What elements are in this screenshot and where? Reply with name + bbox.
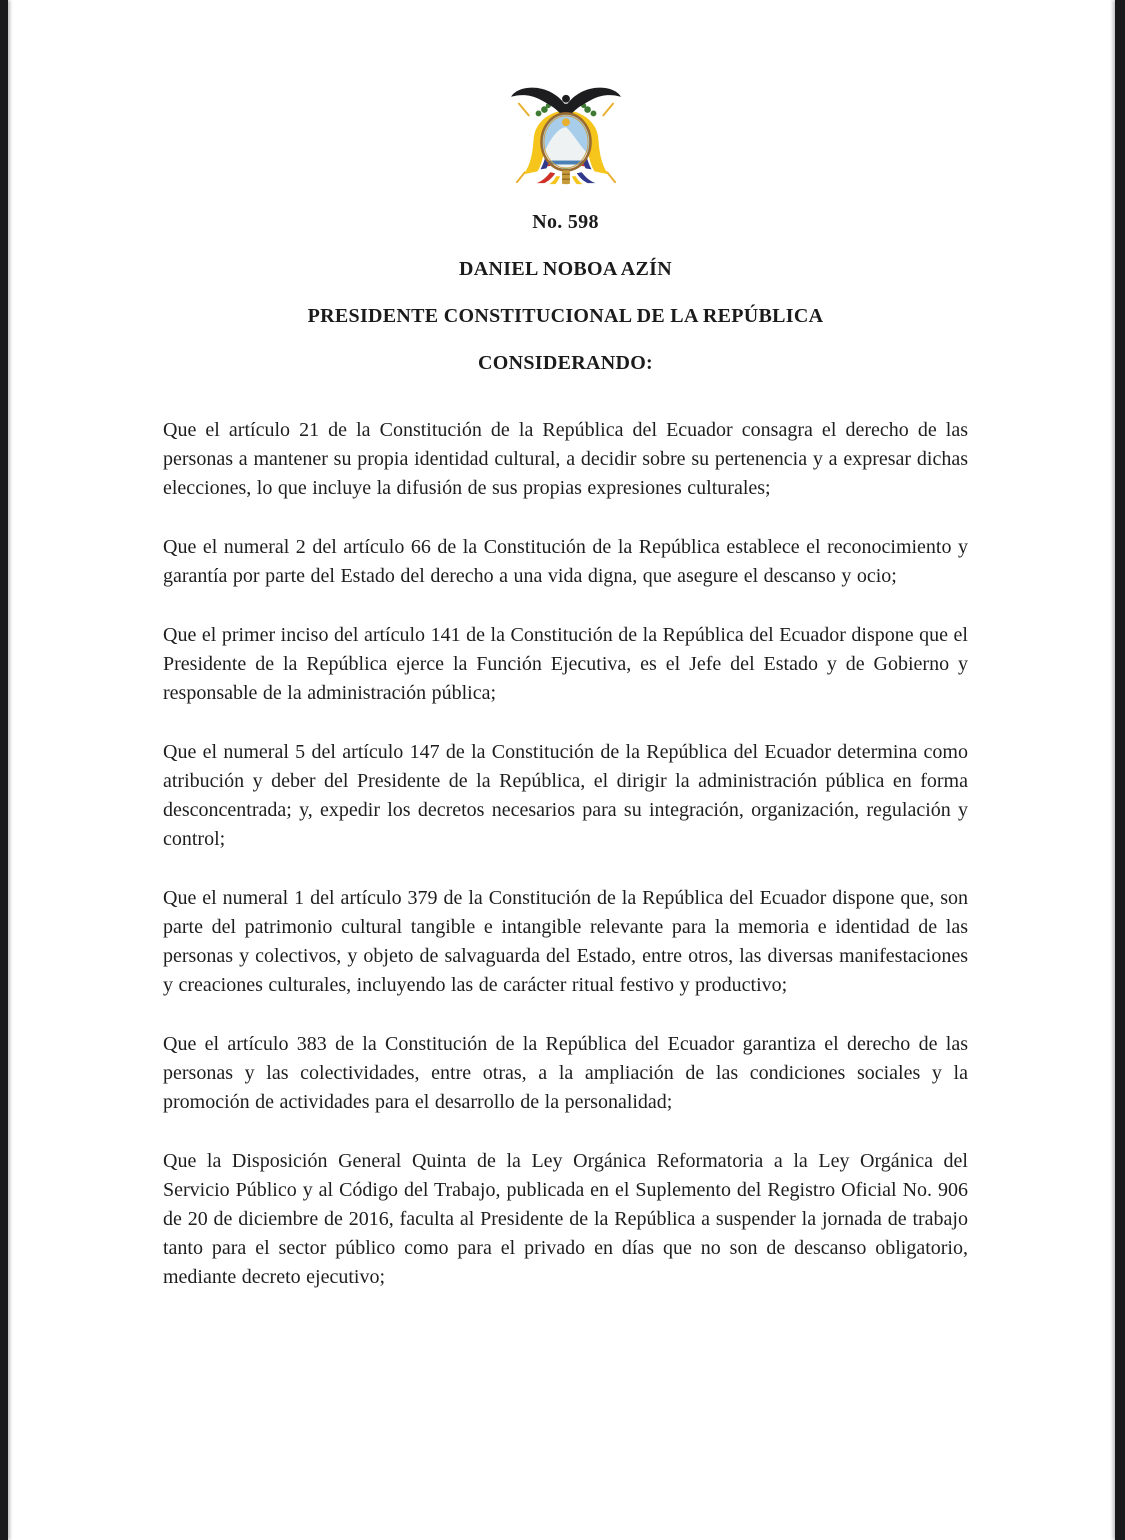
recital-paragraph-2: Que el numeral 2 del artículo 66 de la Constitución de la República establece el reconocimiento y garantía por parte del Estado del derecho a una vida digna, que asegure el descanso y ocio;	[163, 536, 968, 587]
recital-paragraph-4: Que el numeral 5 del artículo 147 de la Constitución de la República del Ecuador determina como atribución y deber del Presidente de la República, el dirigir la administración pública en forma desconcentrada; y, expedir los decretos necesarios para su integración, organización, regulación y control;	[163, 741, 968, 850]
fasces	[562, 170, 570, 184]
document-page	[163, 0, 968, 1322]
recital-paragraph-7: Que la Disposición General Quinta de la Ley Orgánica Reformatoria a la Ley Orgánica del Servicio Público y al Código del Trabajo, publicada en el Suplemento del Registro Oficial No. 906 de 20 de diciembre de 2016, faculta al Presidente de la República a suspender la jornada de trabajo tanto para el sector público como para el privado en días que no son de descanso obligatorio, mediante decreto ejecutivo;	[163, 1150, 968, 1288]
president-title: PRESIDENTE CONSTITUCIONAL DE LA REPÚBLICA	[307, 305, 824, 327]
decree-number: No. 598	[532, 211, 599, 233]
recital-paragraph-1: Que el artículo 21 de la Constitución de la República del Ecuador consagra el derecho de las personas a mantener su propia identidad cultural, a decidir sobre su pertenencia y a expresar dichas elecciones, lo que incluye la difusión de sus propias expresiones culturales;	[163, 419, 968, 499]
ecuador-coat-of-arms-icon	[507, 86, 625, 188]
section-heading: CONSIDERANDO:	[477, 352, 654, 374]
president-name: DANIEL NOBOA AZÍN	[459, 258, 672, 280]
left-border-bar	[0, 0, 8, 1540]
ecuador-coat-of-arms-icon	[507, 86, 625, 188]
considerando-recitals	[163, 416, 968, 1292]
recital-paragraph-3: Que el primer inciso del artículo 141 de la Constitución de la República del Ecuador dispone que el Presidente de la República ejerce la Función Ejecutiva, es el Jefe del Estado y de Gobierno y responsable de la administración pública;	[163, 624, 968, 704]
recital-paragraph-5: Que el numeral 1 del artículo 379 de la Constitución de la República del Ecuador dispone que, son parte del patrimonio cultural tangible e intangible relevante para la memoria e identidad de las personas y colectivos, y objeto de salvaguarda del Estado, entre otros, las diversas manifestaciones y creaciones culturales, incluyendo las de carácter ritual festivo y productivo;	[163, 887, 968, 996]
recital-paragraph-6: Que el artículo 383 de la Constitución de la República del Ecuador garantiza el derecho de las personas y las colectividades, entre otras, a la ampliación de las condiciones sociales y la promoción de actividades para el desarrollo de la personalidad;	[163, 1033, 968, 1113]
right-border-bar	[1115, 0, 1125, 1540]
oval-landscape	[540, 113, 591, 171]
